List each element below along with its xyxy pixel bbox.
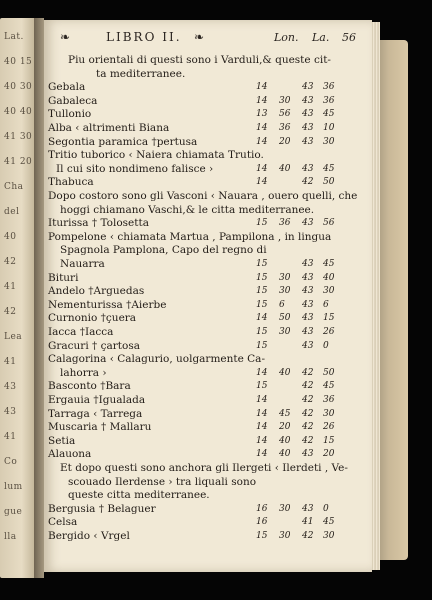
- latitude-value: 30: [323, 286, 335, 297]
- left-page-fragment: 42: [4, 307, 17, 317]
- gazetteer-line: [44, 176, 372, 189]
- longitude-value: 14: [256, 367, 268, 378]
- latitude-value: 30: [323, 531, 335, 541]
- place-text: Spagnola Pamplona, Capo del regno di: [60, 244, 267, 257]
- place-text: Bergusia † Belaguer: [48, 502, 156, 515]
- gazetteer-line: [44, 95, 372, 108]
- place-text: lahorra ›: [60, 366, 107, 379]
- place-text: queste citta mediterranee.: [68, 489, 210, 502]
- longitude-value: 14: [256, 136, 268, 147]
- longitude-value: 14: [256, 422, 268, 433]
- left-page-fragment: Cha: [4, 182, 24, 192]
- longitude-value: 15: [256, 286, 268, 297]
- left-page-fragment: Lea: [4, 332, 23, 342]
- latitude-value: 36: [323, 82, 335, 93]
- longitude-value: 13: [256, 109, 268, 120]
- longitude-value: 36: [279, 218, 291, 229]
- gazetteer-line: [44, 435, 372, 448]
- left-page-fragment: 42: [4, 257, 17, 267]
- latitude-value: 43: [302, 503, 314, 514]
- place-text: Calagorina ‹ Calagurio, uolgarmente Ca-: [48, 353, 265, 366]
- latitude-value: 20: [323, 449, 335, 460]
- gazetteer-line: [44, 272, 372, 285]
- latitude-value: 42: [302, 408, 314, 419]
- longitude-value: 14: [256, 313, 268, 324]
- gazetteer-line: [44, 204, 372, 217]
- back-cover-board: [376, 40, 408, 560]
- latitude-value: 42: [302, 177, 314, 188]
- left-page-fragment: Co: [4, 457, 18, 467]
- latitude-value: 43: [302, 136, 314, 147]
- place-text: Muscaria † Mallaru: [48, 421, 152, 434]
- longitude-value: 45: [279, 408, 291, 419]
- place-text: Pompelone ‹ chiamata Martua , Pampilona , in lingua: [48, 230, 332, 243]
- gazetteer-line: [44, 149, 372, 162]
- place-text: Iacca †Iacca: [48, 326, 114, 338]
- latitude-value: 42: [302, 395, 314, 405]
- longitude-column-header: Lon.: [274, 31, 299, 44]
- place-text: Tritio tuborico ‹ Naiera chiamata Trutio.: [48, 149, 264, 162]
- place-text: Basconto †Bara: [48, 380, 131, 393]
- longitude-value: 16: [256, 517, 268, 528]
- gazetteer-line: [44, 136, 372, 149]
- longitude-value: 14: [256, 435, 268, 446]
- latitude-value: 26: [323, 327, 335, 337]
- place-text: Gabaleca: [48, 94, 98, 107]
- left-page-fragment: 41 20: [4, 157, 33, 167]
- latitude-value: 43: [302, 286, 314, 297]
- latitude-value: 42: [302, 531, 314, 541]
- place-text: Alba ‹ altrimenti Biana: [48, 122, 170, 134]
- page-number: 56: [342, 31, 356, 44]
- gazetteer-line: [44, 81, 372, 94]
- left-page-fragment: 40 15: [4, 57, 33, 67]
- longitude-value: 30: [279, 503, 291, 514]
- longitude-value: 15: [256, 299, 268, 310]
- gazetteer-line: [44, 217, 372, 230]
- latitude-value: 36: [323, 95, 335, 106]
- gazetteer-line: [44, 516, 372, 529]
- latitude-value: 40: [323, 272, 335, 283]
- place-text: Nementurissa †Aierbe: [48, 298, 167, 311]
- latitude-value: 42: [302, 367, 314, 378]
- longitude-value: 40: [279, 367, 291, 378]
- place-text: Et dopo questi sono anchora gli Ilergeti ‹ Ilerdeti , Ve-: [60, 462, 348, 474]
- gazetteer-line: [44, 68, 372, 81]
- longitude-value: 14: [256, 395, 268, 405]
- place-text: Tarraga ‹ Tarrega: [48, 407, 143, 420]
- gazetteer-line: [44, 530, 372, 543]
- longitude-value: 14: [256, 123, 268, 133]
- longitude-value: 14: [256, 95, 268, 106]
- longitude-value: 15: [256, 327, 268, 337]
- latitude-value: 30: [323, 136, 335, 147]
- gazetteer-line: [44, 340, 372, 353]
- left-page-fragment: gue: [4, 507, 23, 517]
- place-text: Tullonio: [48, 108, 92, 121]
- longitude-value: 30: [279, 286, 291, 297]
- longitude-value: 15: [256, 340, 268, 351]
- gazetteer-line: [44, 122, 372, 135]
- longitude-value: 40: [279, 163, 291, 174]
- longitude-value: 15: [256, 381, 268, 392]
- gazetteer-line: [44, 394, 372, 407]
- latitude-value: 43: [302, 123, 314, 133]
- latitude-value: 43: [302, 259, 314, 269]
- gazetteer-line: [44, 380, 372, 393]
- place-text: Segontia paramica †pertusa: [48, 135, 198, 148]
- latitude-value: 30: [323, 408, 335, 419]
- left-page-fragment: 43: [4, 407, 17, 417]
- left-page-fragment: 40: [4, 232, 17, 242]
- place-text: Gebala: [48, 81, 86, 94]
- place-text: Celsa: [48, 516, 78, 529]
- gazetteer-line: [44, 476, 372, 489]
- gazetteer-line: [44, 231, 372, 244]
- latitude-value: 15: [323, 435, 335, 446]
- place-text: Iturissa † Tolosetta: [48, 217, 149, 230]
- latitude-value: 43: [302, 327, 314, 337]
- book-section-title: LIBRO II.: [106, 30, 182, 44]
- latitude-value: 50: [323, 177, 335, 188]
- latitude-value: 43: [302, 340, 314, 351]
- fleuron-right-icon: ❧: [194, 30, 205, 44]
- latitude-value: 43: [302, 82, 314, 93]
- latitude-value: 26: [323, 422, 335, 433]
- latitude-value: 45: [323, 517, 335, 528]
- place-text: Bergido ‹ Vrgel: [48, 530, 130, 542]
- place-text: Bituri: [48, 271, 79, 284]
- gazetteer-line: [44, 285, 372, 298]
- left-page-fragment: lum: [4, 482, 23, 492]
- book-gutter: [34, 18, 44, 578]
- latitude-value: 45: [323, 163, 335, 174]
- left-page-fragment: 41: [4, 282, 17, 292]
- longitude-value: 56: [279, 109, 291, 120]
- left-page-fragment: 41: [4, 357, 17, 367]
- latitude-value: 0: [323, 340, 329, 351]
- latitude-value: 45: [323, 381, 335, 392]
- place-text: ta mediterranee.: [96, 67, 186, 80]
- longitude-value: 30: [279, 95, 291, 106]
- left-page-fragment: 43: [4, 382, 17, 392]
- gazetteer-line: [44, 503, 372, 516]
- left-page-fragment: Lat.: [4, 32, 24, 42]
- longitude-value: 20: [279, 136, 291, 147]
- place-text: Alauona: [48, 448, 92, 461]
- longitude-value: 30: [279, 272, 291, 283]
- latitude-value: 42: [302, 435, 314, 446]
- gazetteer-line: [44, 258, 372, 271]
- latitude-value: 15: [323, 313, 335, 324]
- latitude-value: 10: [323, 123, 335, 133]
- latitude-value: 45: [323, 109, 335, 120]
- gazetteer-line: [44, 244, 372, 257]
- latitude-value: 42: [302, 422, 314, 433]
- gazetteer-line: [44, 353, 372, 366]
- place-text: Il cui sito nondimeno falisce ›: [56, 162, 214, 175]
- latitude-value: 45: [323, 259, 335, 269]
- latitude-value: 43: [302, 109, 314, 120]
- latitude-value: 6: [323, 299, 329, 310]
- latitude-value: 43: [302, 163, 314, 174]
- place-text: Nauarra: [60, 258, 105, 270]
- place-text: Andelo †Arguedas: [48, 285, 145, 298]
- left-page-edge: [0, 18, 36, 578]
- place-text: scouado Ilerdense › tra liquali sono: [68, 475, 257, 488]
- place-text: Piu orientali di questi sono i Varduli,& queste cit-: [68, 54, 331, 66]
- longitude-value: 14: [256, 163, 268, 174]
- gazetteer-line: [44, 54, 372, 67]
- longitude-value: 14: [256, 82, 268, 93]
- longitude-value: 15: [256, 272, 268, 283]
- fleuron-left-icon: ❧: [60, 30, 71, 44]
- gazetteer-line: [44, 190, 372, 203]
- latitude-value: 43: [302, 218, 314, 229]
- longitude-value: 36: [279, 123, 291, 133]
- latitude-value: 43: [302, 299, 314, 310]
- place-text: Dopo costoro sono gli Vasconi ‹ Nauara , ouero quelli, che: [48, 190, 358, 202]
- latitude-value: 41: [302, 517, 314, 528]
- latitude-value: 50: [323, 367, 335, 378]
- gazetteer-line: [44, 163, 372, 176]
- latitude-value: 43: [302, 313, 314, 324]
- place-text: hoggi chiamano Vaschi,& le citta mediterranee.: [60, 203, 315, 216]
- longitude-value: 14: [256, 177, 268, 188]
- gazetteer-line: [44, 367, 372, 380]
- running-header: [44, 30, 372, 46]
- longitude-value: 15: [256, 259, 268, 269]
- left-page-fragment: 41: [4, 432, 17, 442]
- gazetteer-line: [44, 299, 372, 312]
- latitude-column-header: La.: [312, 31, 330, 44]
- left-page-fragment: 41 30: [4, 132, 33, 142]
- longitude-value: 30: [279, 531, 291, 541]
- gazetteer-line: [44, 448, 372, 461]
- longitude-value: 14: [256, 449, 268, 460]
- latitude-value: 43: [302, 95, 314, 106]
- place-text: Setia: [48, 434, 76, 447]
- longitude-value: 15: [256, 531, 268, 541]
- longitude-value: 40: [279, 449, 291, 460]
- left-page-fragment: lla: [4, 532, 17, 542]
- latitude-value: 56: [323, 218, 335, 229]
- left-page-fragment: 40 30: [4, 82, 33, 92]
- left-page-fragment: del: [4, 207, 20, 217]
- gazetteer-line: [44, 408, 372, 421]
- longitude-value: 16: [256, 503, 268, 514]
- latitude-value: 0: [323, 503, 329, 514]
- latitude-value: 43: [302, 272, 314, 283]
- latitude-value: 42: [302, 381, 314, 392]
- longitude-value: 20: [279, 422, 291, 433]
- longitude-value: 50: [279, 313, 291, 324]
- place-text: Ergauia †Igualada: [48, 394, 146, 406]
- printed-page: [44, 20, 372, 572]
- left-page-fragment: 40 40: [4, 107, 33, 117]
- longitude-value: 6: [279, 299, 285, 310]
- latitude-value: 43: [302, 449, 314, 460]
- latitude-value: 36: [323, 395, 335, 405]
- gazetteer-line: [44, 421, 372, 434]
- longitude-value: 30: [279, 327, 291, 337]
- place-text: Gracuri † çartosa: [48, 339, 140, 352]
- longitude-value: 14: [256, 408, 268, 419]
- gazetteer-line: [44, 326, 372, 339]
- longitude-value: 15: [256, 218, 268, 229]
- gazetteer-line: [44, 312, 372, 325]
- gazetteer-line: [44, 108, 372, 121]
- gazetteer-line: [44, 489, 372, 502]
- longitude-value: 40: [279, 435, 291, 446]
- gazetteer-line: [44, 462, 372, 475]
- place-text: Curnonio †çuera: [48, 312, 137, 325]
- place-text: Thabuca: [48, 176, 94, 189]
